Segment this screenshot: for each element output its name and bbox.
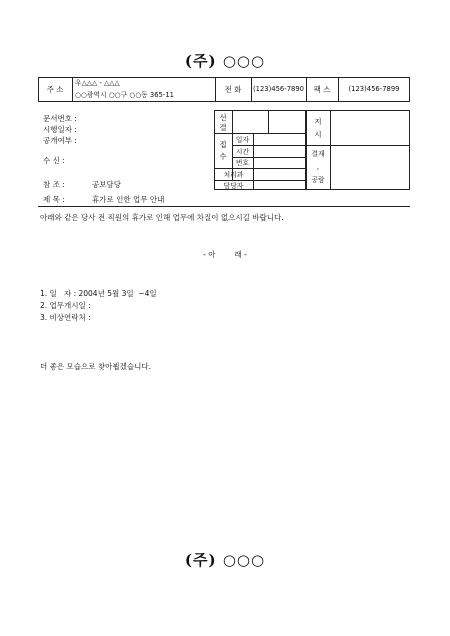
address-line1: 우△△△ - △△△ [75, 79, 120, 87]
sigan-label: 시간 [235, 148, 250, 156]
list-item-contact: 3. 비상연락처 : [40, 313, 91, 322]
reference-value: 공보담당 [92, 180, 121, 189]
gyeoljae-label: 결재 [311, 150, 325, 158]
seongyeol-char-2: 결 [219, 123, 227, 132]
comma-mark: , [316, 163, 320, 171]
closing-text: 더 좋은 모습으로 찾아뵙겠습니다. [40, 362, 151, 371]
seongyeol-char-1: 선 [219, 113, 227, 122]
damdangja-label: 담당자 [223, 182, 244, 190]
gongnam-label: 공람 [311, 176, 325, 184]
iljja-label: 일자 [235, 136, 250, 144]
jeopsu-char-2: 수 [219, 152, 227, 161]
list-item-date: 1. 일 자 : 2004년 5월 3일 ~4일 [40, 289, 157, 298]
jisi-char-2: 시 [314, 130, 322, 139]
beonho-label: 번호 [235, 159, 250, 167]
reference-label: 참 조 : [43, 180, 65, 189]
list-item-start-date: 2. 업무개시일 : [40, 301, 91, 310]
subject-value: 휴가로 인한 업무 안내 [92, 195, 165, 204]
fax-value: (123)456-7899 [348, 85, 400, 93]
jisi-char-1: 지 [314, 117, 322, 126]
cheorigwa-label: 처리과 [223, 171, 244, 179]
doc-number-label: 문서번호 : [43, 114, 77, 123]
below-heading: - 아 래 - [203, 250, 247, 259]
jeopsu-char-1: 접 [219, 140, 227, 149]
address-line2: ○○광역시 ○○구 ○○동 365-11 [75, 91, 174, 99]
address-label: 주 소 [46, 85, 64, 94]
recipient-label: 수 신 : [43, 156, 65, 165]
phone-value: (123)456-7890 [253, 85, 304, 93]
section-divider [38, 206, 410, 207]
fax-label: 팩 스 [313, 85, 331, 94]
company-title: (주) ○○○ [184, 52, 266, 70]
subject-label: 제 목 : [43, 195, 65, 204]
public-label: 공개여부 : [43, 136, 77, 145]
intro-text: 아래와 같은 당사 전 직원의 휴가로 인해 업무에 차질이 없으시길 바랍니다. [40, 213, 284, 222]
phone-label: 전 화 [224, 85, 242, 94]
date-label: 시행일자 : [43, 125, 77, 134]
footer-company-title: (주) ○○○ [184, 551, 266, 569]
